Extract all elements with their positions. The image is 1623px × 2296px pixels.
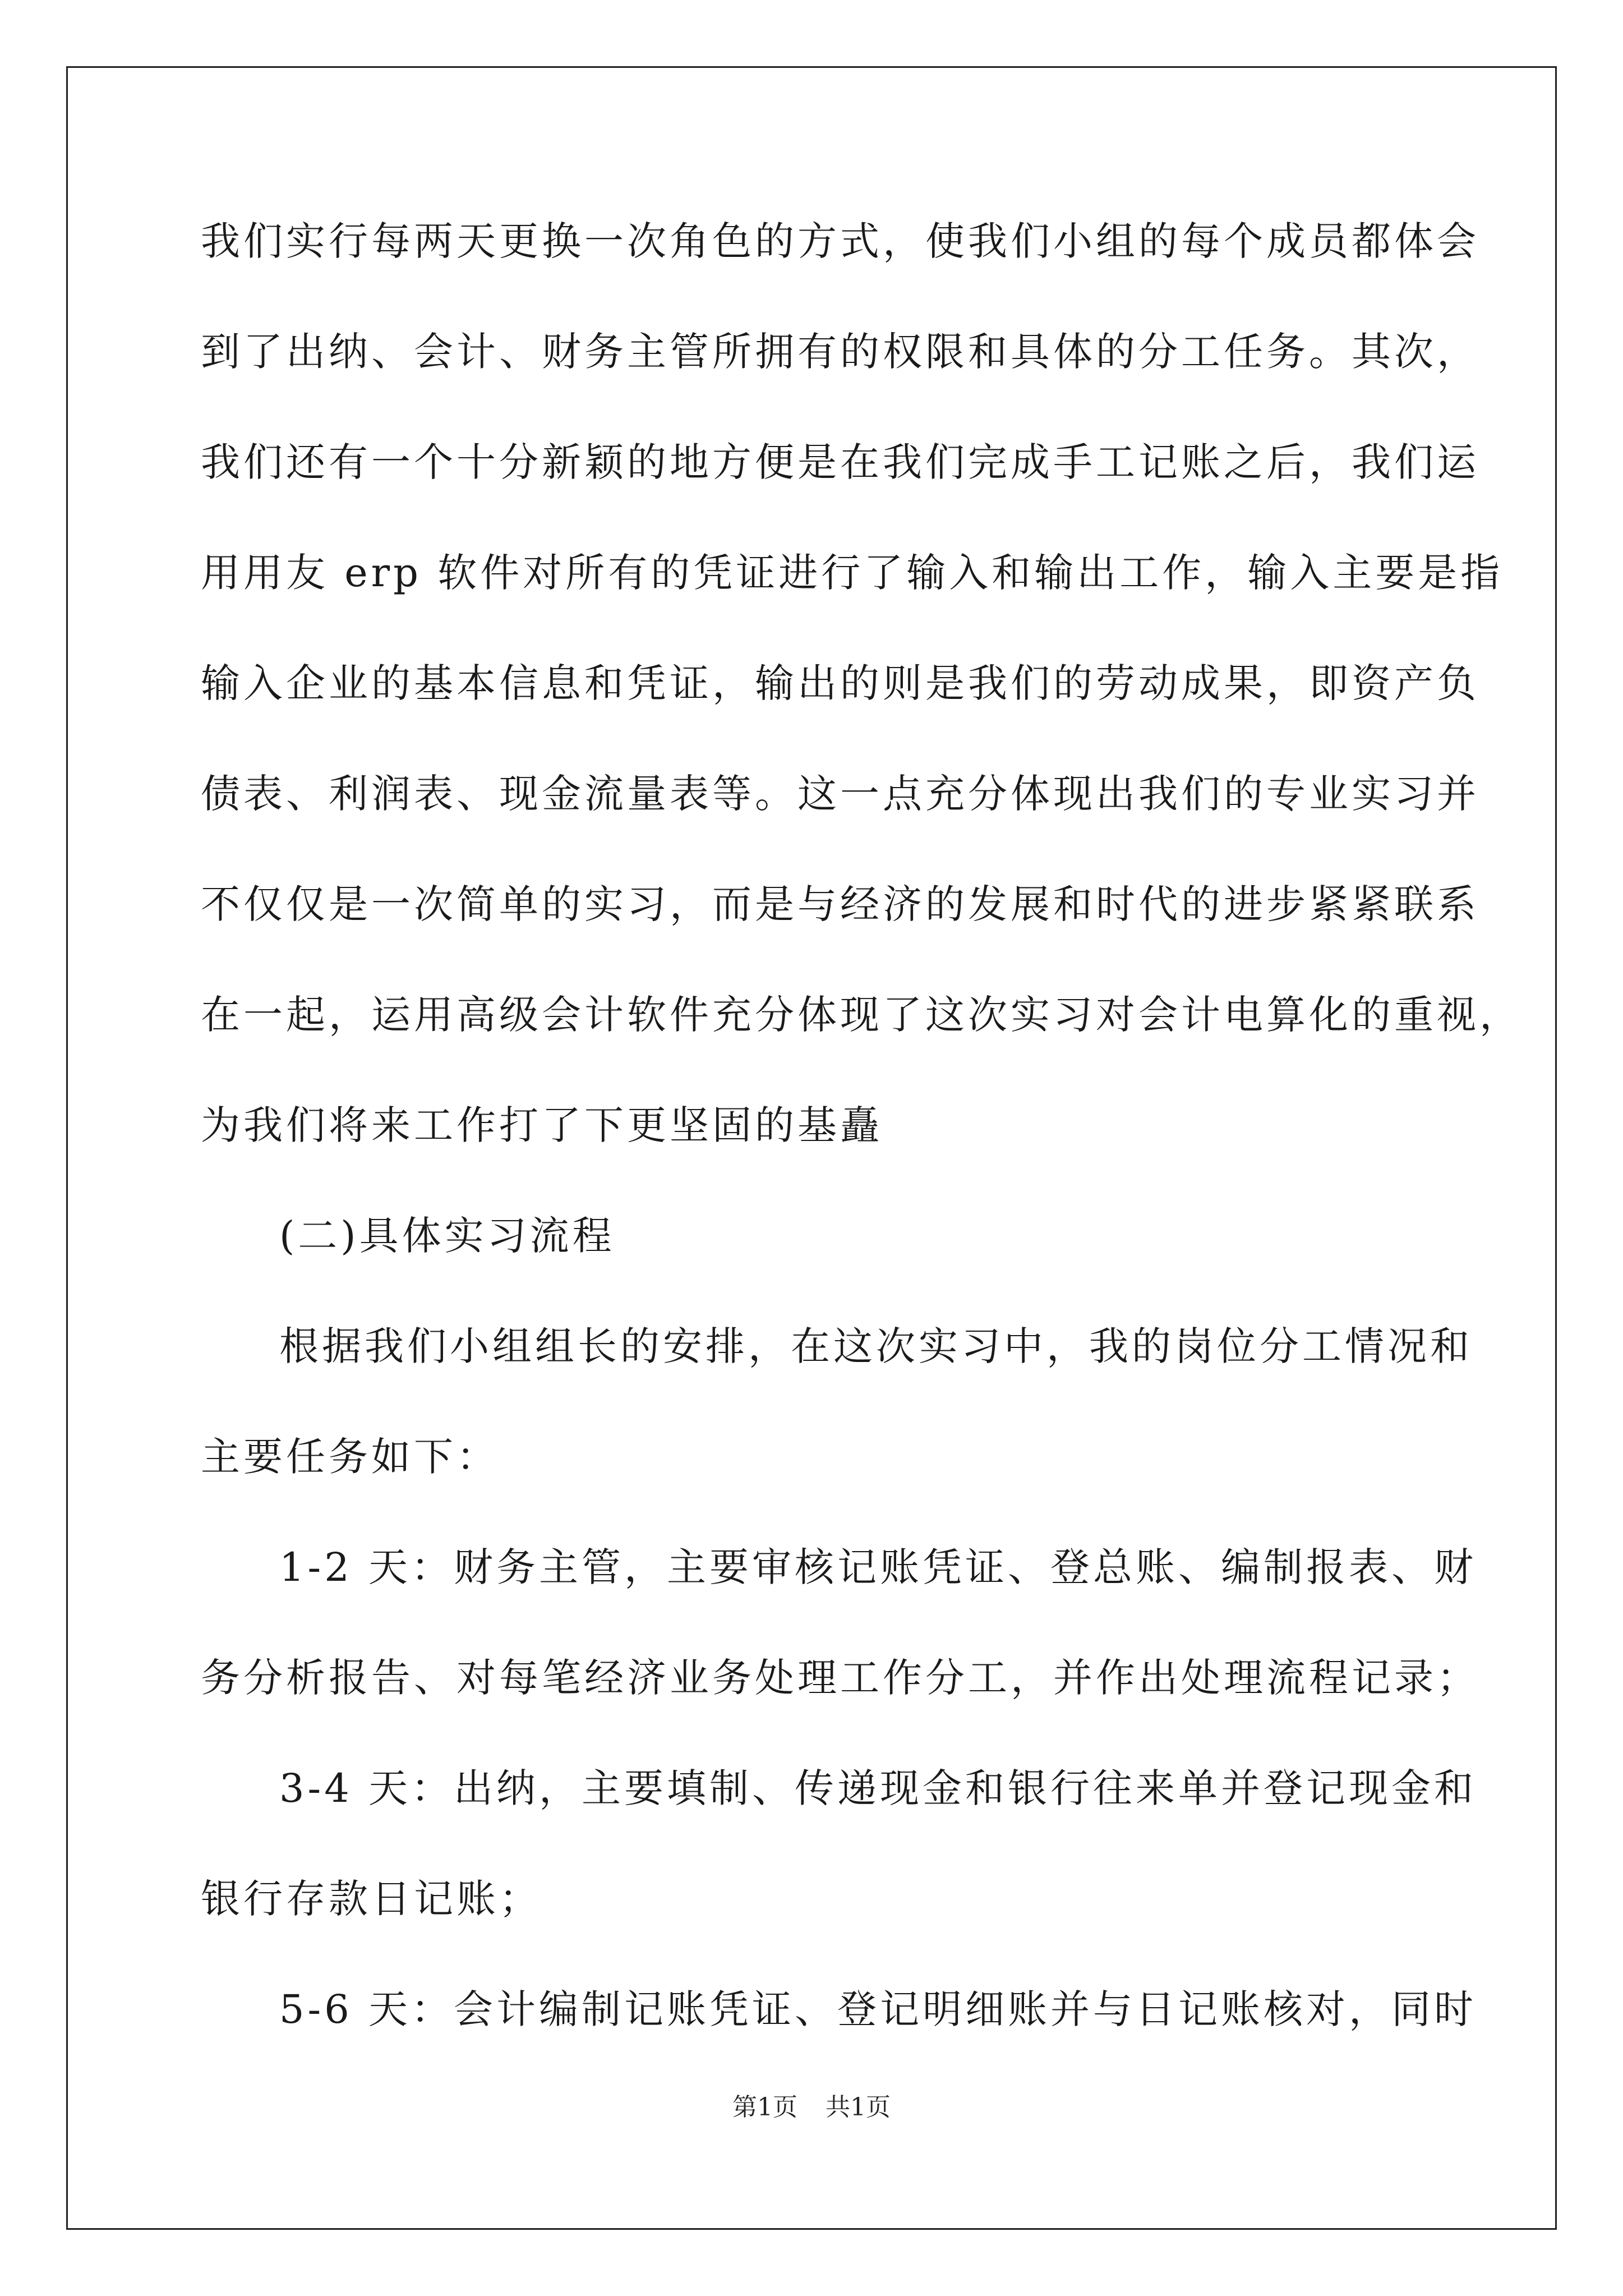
text-line: 不仅仅是一次简单的实习，而是与经济的发展和时代的进步紧紧联系 (201, 881, 1479, 927)
text-line: 输入企业的基本信息和凭证，输出的则是我们的劳动成果，即资产负 (201, 660, 1479, 706)
section-heading: (二)具体实习流程 (279, 1213, 615, 1259)
text-line: 银行存款日记账； (201, 1876, 542, 1922)
text-line: 我们还有一个十分新颖的地方便是在我们完成手工记账之后，我们运 (201, 439, 1479, 485)
text-line: 在一起，运用高级会计软件充分体现了这次实习对会计电算化的重视， (201, 992, 1522, 1038)
page-footer (0, 2087, 1623, 2123)
text-line: 5-6 天：会计编制记账凭证、登记明细账并与日记账核对，同时 (279, 1986, 1477, 2032)
text-line: 主要任务如下： (201, 1434, 499, 1480)
text-line: 3-4 天：出纳，主要填制、传递现金和银行往来单并登记现金和 (279, 1765, 1477, 1811)
text-line: 债表、利润表、现金流量表等。这一点充分体现出我们的专业实习并 (201, 771, 1479, 817)
text-line: 到了出纳、会计、财务主管所拥有的权限和具体的分工任务。其次， (201, 329, 1479, 375)
text-line: 用用友 erp 软件对所有的凭证进行了输入和输出工作，输入主要是指 (201, 550, 1504, 596)
text-line: 1-2 天：财务主管，主要审核记账凭证、登总账、编制报表、财 (279, 1544, 1477, 1590)
page-number: 第1页 (732, 2093, 797, 2122)
text-line: 为我们将来工作打了下更坚固的基矗 (201, 1102, 883, 1148)
text-line: 务分析报告、对每笔经济业务处理工作分工，并作出处理流程记录； (201, 1655, 1479, 1701)
text-line: 根据我们小组组长的安排，在这次实习中，我的岗位分工情况和 (279, 1323, 1473, 1369)
page-total: 共1页 (826, 2093, 891, 2122)
text-line: 我们实行每两天更换一次角色的方式，使我们小组的每个成员都体会 (201, 218, 1479, 264)
